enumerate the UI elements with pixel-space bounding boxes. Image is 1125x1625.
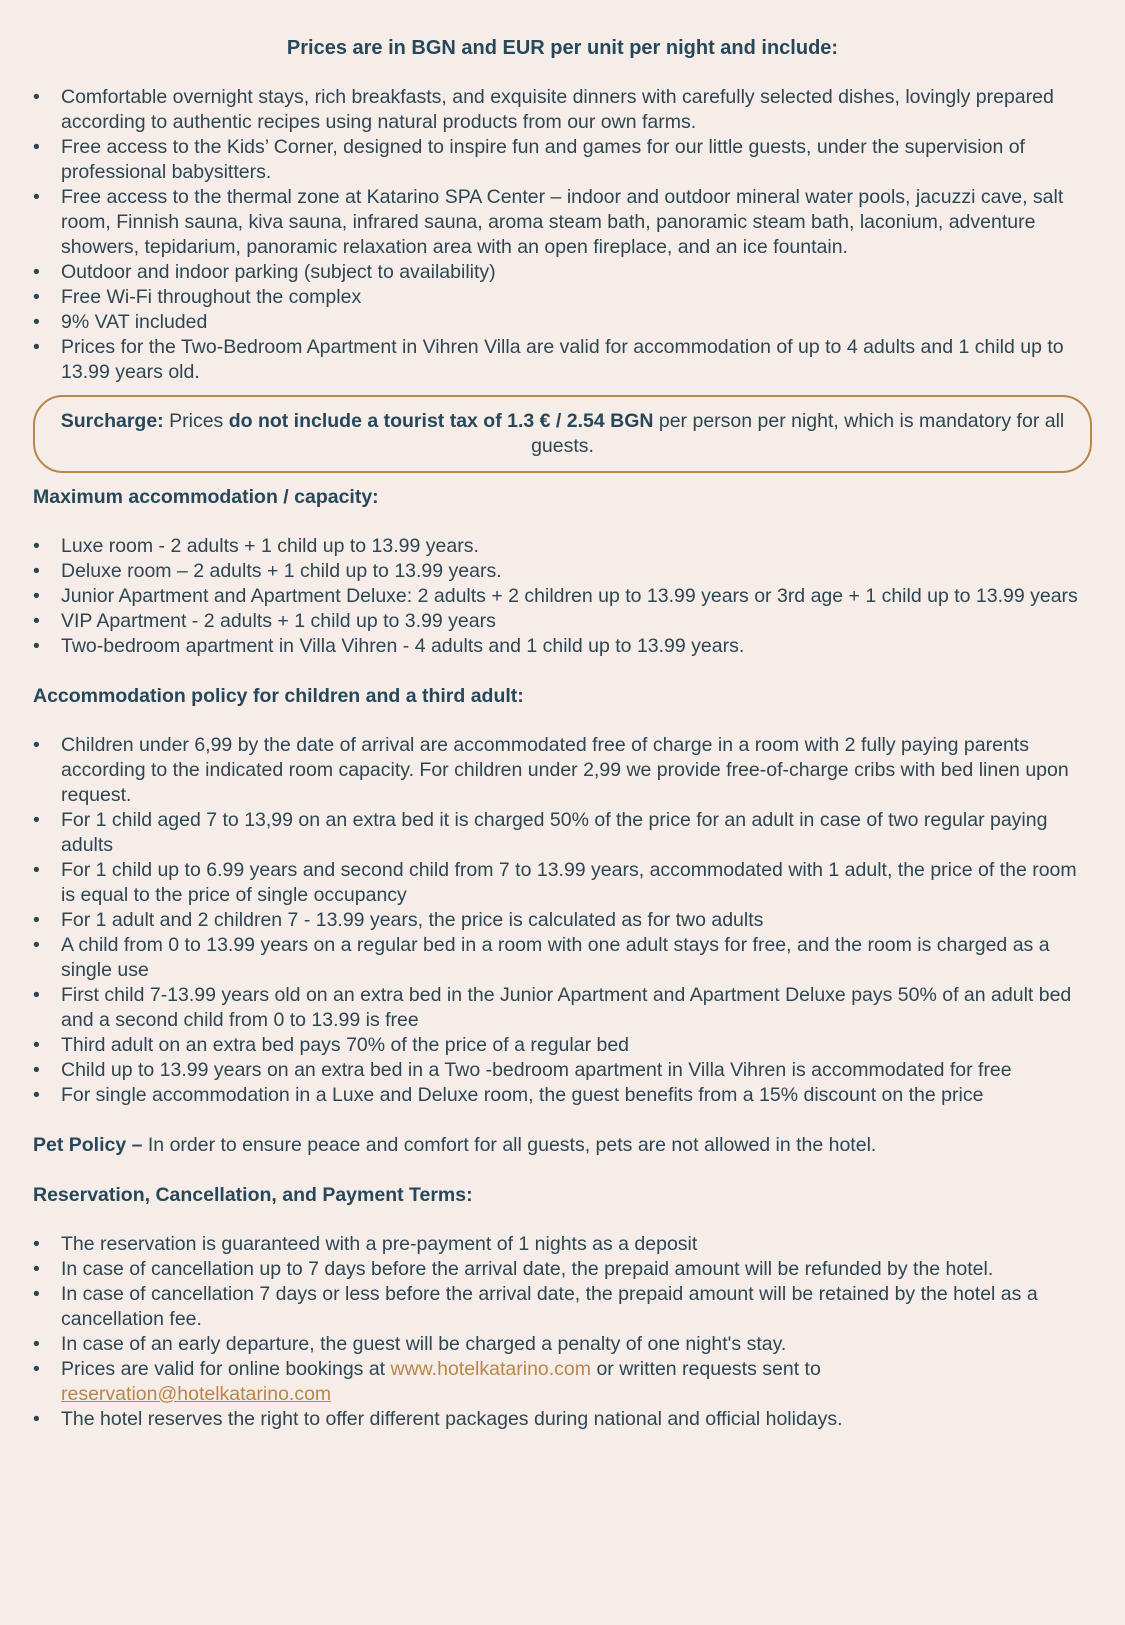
list-item: • Free Wi-Fi throughout the complex bbox=[33, 285, 1092, 310]
list-item: • Children under 6,99 by the date of arrival are accommodated free of charge in a room with 2 fully paying parents according to the indicated room capacity. For children under 2,99 we provide free-of-charge cribs with bed linen upon request. bbox=[33, 733, 1092, 808]
list-item: • Comfortable overnight stays, rich breakfasts, and exquisite dinners with carefully selected dishes, lovingly prepared according to authentic recipes using natural products from our own farms. bbox=[33, 85, 1092, 135]
surcharge-text-end: per person per night, which is mandatory for all guests. bbox=[531, 410, 1065, 457]
pet-policy-label: Pet Policy – bbox=[33, 1134, 143, 1156]
children-list bbox=[33, 733, 1092, 1108]
list-item: • Child up to 13.99 years on an extra bed in a Two -bedroom apartment in Villa Vihren is accommodated for free bbox=[33, 1058, 1092, 1083]
list-item: • For 1 child aged 7 to 13,99 on an extra bed it is charged 50% of the price for an adult in case of two regular paying adults bbox=[33, 808, 1092, 858]
reservation-list bbox=[33, 1232, 1092, 1432]
page-title: Prices are in BGN and EUR per unit per night and include: bbox=[286, 37, 839, 59]
valid-prefix: Prices are valid for online bookings at bbox=[61, 1358, 391, 1380]
list-item: • Third adult on an extra bed pays 70% of the price of a regular bed bbox=[33, 1033, 1092, 1058]
list-item: • In case of cancellation 7 days or less before the arrival date, the prepaid amount will be retained by the hotel as a cancellation fee. bbox=[33, 1282, 1092, 1332]
list-item: • For 1 adult and 2 children 7 - 13.99 years, the price is calculated as for two adults bbox=[33, 908, 1092, 933]
list-item: • 9% VAT included bbox=[33, 310, 1092, 335]
list-item: • For 1 child up to 6.99 years and second child from 7 to 13.99 years, accommodated with 1 adult, the price of the room is equal to the price of single occupancy bbox=[33, 858, 1092, 908]
capacity-list bbox=[33, 534, 1092, 659]
list-item: • A child from 0 to 13.99 years on a regular bed in a room with one adult stays for free, and the room is charged as a single use bbox=[33, 933, 1092, 983]
list-item: • Deluxe room – 2 adults + 1 child up to 13.99 years. bbox=[33, 559, 1092, 584]
capacity-heading: Maximum accommodation / capacity: bbox=[33, 486, 379, 508]
list-item: • In case of cancellation up to 7 days before the arrival date, the prepaid amount will be refunded by the hotel. bbox=[33, 1257, 1092, 1282]
surcharge-label: Surcharge: bbox=[60, 410, 164, 432]
list-item: • First child 7-13.99 years old on an extra bed in the Junior Apartment and Apartment Deluxe pays 50% of an adult bed and a second child from 0 to 13.99 is free bbox=[33, 983, 1092, 1033]
reservation-heading: Reservation, Cancellation, and Payment Terms: bbox=[33, 1184, 473, 1206]
website-link[interactable]: www.hotelkatarino.com bbox=[390, 1358, 592, 1380]
list-item: • The hotel reserves the right to offer different packages during national and official holidays. bbox=[33, 1407, 1092, 1432]
children-heading: Accommodation policy for children and a third adult: bbox=[33, 685, 524, 707]
list-item: • Two-bedroom apartment in Villa Vihren - 4 adults and 1 child up to 13.99 years. bbox=[33, 634, 1092, 659]
pet-policy-text: In order to ensure peace and comfort for all guests, pets are not allowed in the hotel. bbox=[142, 1134, 877, 1156]
email-link[interactable]: reservation@hotelkatarino.com bbox=[61, 1383, 332, 1405]
pet-policy bbox=[33, 1133, 1092, 1158]
list-item: • Junior Apartment and Apartment Deluxe: 2 adults + 2 children up to 13.99 years or 3rd age + 1 child up to 13.99 years bbox=[33, 584, 1092, 609]
list-item: • Free access to the thermal zone at Katarino SPA Center – indoor and outdoor mineral water pools, jacuzzi cave, salt room, Finnish sauna, kiva sauna, infrared sauna, aroma steam bath, panoramic steam bath, laconium, adventure showers, tepidarium, panoramic relaxation area with an open fireplace, and an ice fountain. bbox=[33, 185, 1092, 260]
surcharge-text: Prices bbox=[163, 410, 229, 432]
list-item bbox=[33, 1357, 1092, 1407]
list-item: • The reservation is guaranteed with a pre-payment of 1 nights as a deposit bbox=[33, 1232, 1092, 1257]
list-item: • Outdoor and indoor parking (subject to availability) bbox=[33, 260, 1092, 285]
list-item: • VIP Apartment - 2 adults + 1 child up to 3.99 years bbox=[33, 609, 1092, 634]
includes-list bbox=[33, 85, 1092, 385]
valid-mid: or written requests sent to bbox=[591, 1358, 821, 1380]
surcharge-tax: do not include a tourist tax of 1.3 € / 2.54 BGN bbox=[228, 410, 654, 432]
list-item: • Prices for the Two-Bedroom Apartment in Vihren Villa are valid for accommodation of up to 4 adults and 1 child up to 13.99 years old. bbox=[33, 335, 1092, 385]
list-item: • For single accommodation in a Luxe and Deluxe room, the guest benefits from a 15% discount on the price bbox=[33, 1083, 1092, 1108]
surcharge-box bbox=[33, 395, 1092, 473]
list-item: • Luxe room - 2 adults + 1 child up to 13.99 years. bbox=[33, 534, 1092, 559]
list-item: • In case of an early departure, the guest will be charged a penalty of one night's stay. bbox=[33, 1332, 1092, 1357]
list-item: • Free access to the Kids’ Corner, designed to inspire fun and games for our little guests, under the supervision of professional babysitters. bbox=[33, 135, 1092, 185]
